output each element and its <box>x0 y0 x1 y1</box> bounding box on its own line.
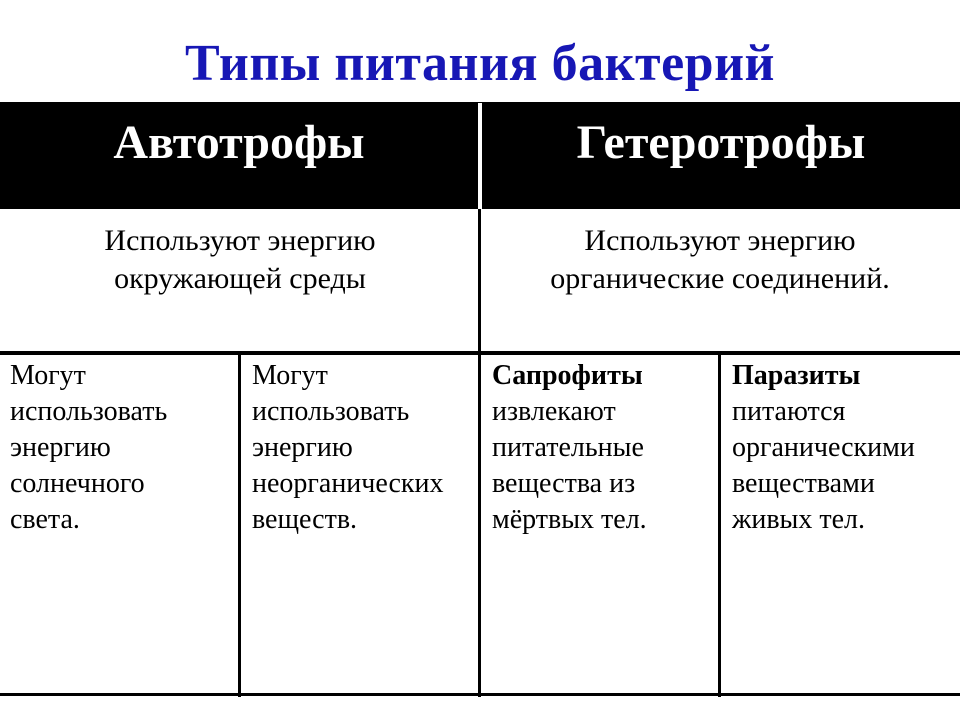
subtype-3-line-2: питательные <box>492 432 644 463</box>
autotrophs-description <box>0 209 480 352</box>
subtype-4-line-2: органическими <box>732 432 915 463</box>
subtype-1-line-3: энергию <box>10 432 111 463</box>
subtype-2-line-5: веществ. <box>252 504 358 535</box>
autotrophs-description-line-1: Используют энергию <box>104 224 376 257</box>
divider-description-middle <box>478 209 481 354</box>
subtype-3-heading: Сапрофиты <box>492 360 643 391</box>
header-autotrophs-label: Автотрофы <box>113 116 365 169</box>
header-heterotrophs-label: Гетеротрофы <box>576 116 866 169</box>
divider-bottom <box>0 693 960 696</box>
header-autotrophs <box>0 103 478 209</box>
subtype-4-line-1: питаются <box>732 396 846 427</box>
subtype-2-line-4: неорганических <box>252 468 444 499</box>
subtype-1-line-5: света. <box>10 504 80 535</box>
subtype-parasites <box>722 356 960 692</box>
subtype-4-line-3: веществами <box>732 468 875 499</box>
divider-header-middle <box>478 103 482 209</box>
heterotrophs-description-line-1: Используют энергию <box>584 224 856 257</box>
subtype-3-line-3: вещества из <box>492 468 636 499</box>
subtype-4-line-4: живых тел. <box>732 504 865 535</box>
subtype-2-line-2: использовать <box>252 396 410 427</box>
subtype-3-line-1: извлекают <box>492 396 616 427</box>
page-title: Типы питания бактерий <box>185 35 775 92</box>
subtype-3-line-4: мёртвых тел. <box>492 504 647 535</box>
heterotrophs-description <box>480 209 960 352</box>
subtype-saprophytes <box>482 356 720 692</box>
heterotrophs-description-line-2: органические соединений. <box>550 262 890 295</box>
subtype-1-line-4: солнечного <box>10 468 145 499</box>
subtype-2-line-3: энергию <box>252 432 353 463</box>
subtype-phototrophs <box>0 356 240 692</box>
subtype-2-line-1: Могут <box>252 360 328 391</box>
header-heterotrophs <box>482 103 960 209</box>
subtype-chemotrophs <box>242 356 480 692</box>
autotrophs-description-line-2: окружающей среды <box>114 262 366 295</box>
subtype-1-line-1: Могут <box>10 360 86 391</box>
subtype-4-heading: Паразиты <box>732 360 861 391</box>
subtype-1-line-2: использовать <box>10 396 168 427</box>
